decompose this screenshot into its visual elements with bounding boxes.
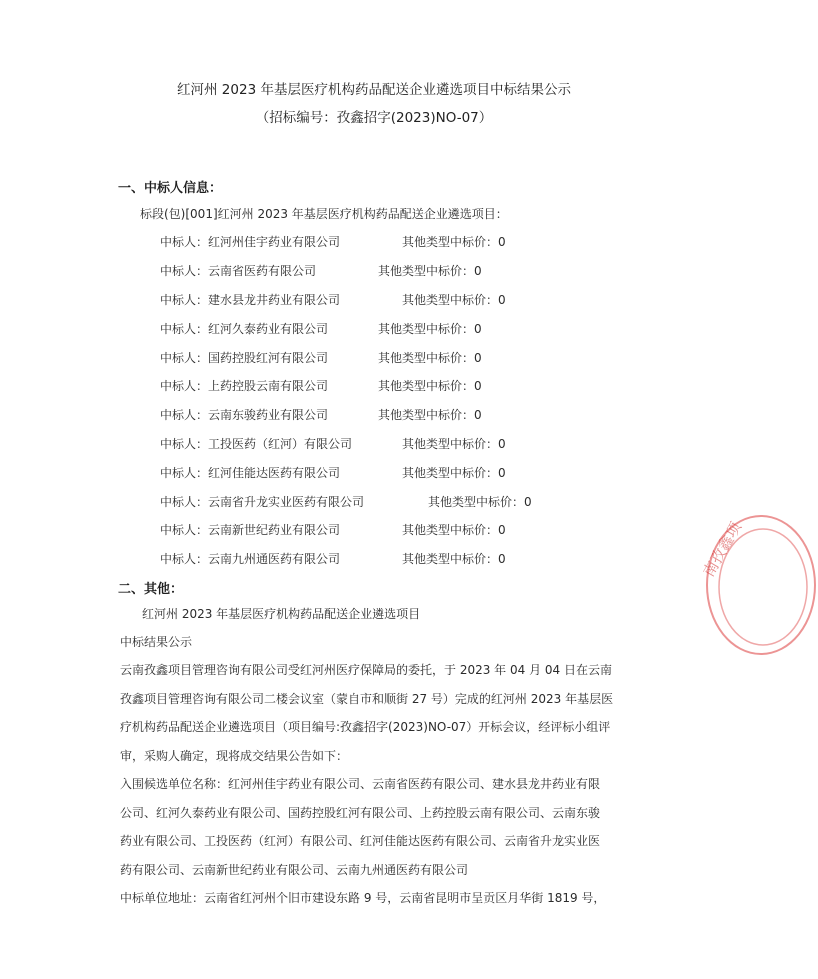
paragraph-line: 疗机构药品配送企业遴选项目（项目编号:孜鑫招字(2023)NO-07）开标会议，经评标小组评: [120, 720, 611, 734]
bidder-price: 其他类型中标价：0: [402, 552, 506, 566]
bidder-price: 其他类型中标价：0: [378, 408, 482, 422]
section-heading-bidders: 一、中标人信息：: [118, 181, 223, 196]
bidder-name: 中标人：云南省升龙实业医药有限公司: [160, 495, 365, 509]
bidder-name: 中标人：云南九州通医药有限公司: [160, 552, 341, 566]
candidate-paragraph: [120, 770, 635, 884]
result-title: 中标结果公示: [120, 635, 193, 649]
bidder-row: [160, 349, 482, 367]
bidder-price: 其他类型中标价：0: [378, 379, 482, 393]
bidder-name: 中标人：云南新世纪药业有限公司: [160, 523, 341, 537]
lot-line: 标段(包)[001]红河州 2023 年基层医疗机构药品配送企业遴选项目：: [140, 207, 508, 221]
bidder-name: 中标人：工投医药（红河）有限公司: [160, 437, 353, 451]
bidder-price: 其他类型中标价：0: [402, 523, 506, 537]
bidder-row: [160, 377, 482, 395]
address-line: 中标单位地址：云南省红河州个旧市建设东路 9 号，云南省昆明市呈贡区月华街 1819 号，: [120, 891, 606, 905]
section-heading-other: 二、其他：: [118, 582, 184, 597]
bidder-row: [160, 521, 506, 539]
bidder-name: 中标人：红河久泰药业有限公司: [160, 322, 329, 336]
bidder-row: [160, 320, 482, 338]
bidder-name: 中标人：国药控股红河有限公司: [160, 351, 329, 365]
bidder-row: [160, 550, 506, 568]
bidder-price: 其他类型中标价：0: [402, 235, 506, 249]
bidder-price: 其他类型中标价：0: [402, 437, 506, 451]
bidder-row: [160, 464, 506, 482]
bidder-name: 中标人：云南省医药有限公司: [160, 264, 317, 278]
paragraph-line: 审，采购人确定，现将成交结果公告如下：: [120, 748, 349, 763]
seal-icon: [699, 517, 818, 657]
paragraph-line: 孜鑫项目管理咨询有限公司二楼会议室（蒙自市和顺街 27 号）完成的红河州 2023 年基层医: [120, 691, 614, 706]
paragraph-line: 药有限公司、云南新世纪药业有限公司、云南九州通医药有限公司: [120, 862, 469, 877]
intro-paragraph: [120, 656, 635, 770]
bidder-name: 中标人：建水县龙井药业有限公司: [160, 293, 341, 307]
paragraph-line: 入围候选单位名称：红河州佳宇药业有限公司、云南省医药有限公司、建水县龙井药业有限: [120, 777, 601, 791]
bidder-name: 中标人：红河州佳宇药业有限公司: [160, 235, 341, 249]
bidder-row: [160, 406, 482, 424]
bidder-row: [160, 493, 532, 511]
document-title: 红河州 2023 年基层医疗机构药品配送企业遴选项目中标结果公示: [177, 82, 571, 98]
bidder-price: 其他类型中标价：0: [402, 293, 506, 307]
bidder-name: 中标人：上药控股云南有限公司: [160, 379, 329, 393]
bidder-price: 其他类型中标价：0: [378, 351, 482, 365]
paragraph-line: 药业有限公司、工投医药（红河）有限公司、红河佳能达医药有限公司、云南省升龙实业医: [120, 834, 601, 848]
bidder-name: 中标人：红河佳能达医药有限公司: [160, 466, 341, 480]
bidder-price: 其他类型中标价：0: [378, 264, 482, 278]
bidder-row: [160, 435, 506, 453]
svg-text:南孜鑫项: 南孜鑫项: [699, 518, 746, 580]
company-seal: [699, 515, 816, 655]
bidder-name: 中标人：云南东骏药业有限公司: [160, 408, 329, 422]
bidder-price: 其他类型中标价：0: [378, 322, 482, 336]
paragraph-line: 云南孜鑫项目管理咨询有限公司受红河州医疗保障局的委托，于 2023 年 04 月 04 日在云南: [120, 663, 612, 677]
bidder-price: 其他类型中标价：0: [428, 495, 532, 509]
document-subtitle: （招标编号：孜鑫招字(2023)NO-07）: [255, 110, 493, 126]
bidder-row: [160, 233, 506, 251]
paragraph-line: 公司、红河久泰药业有限公司、国药控股红河有限公司、上药控股云南有限公司、云南东骏: [120, 805, 601, 820]
bidder-price: 其他类型中标价：0: [402, 466, 506, 480]
bidder-row: [160, 291, 506, 309]
bidder-row: [160, 262, 482, 280]
project-name: 红河州 2023 年基层医疗机构药品配送企业遴选项目: [142, 607, 421, 621]
